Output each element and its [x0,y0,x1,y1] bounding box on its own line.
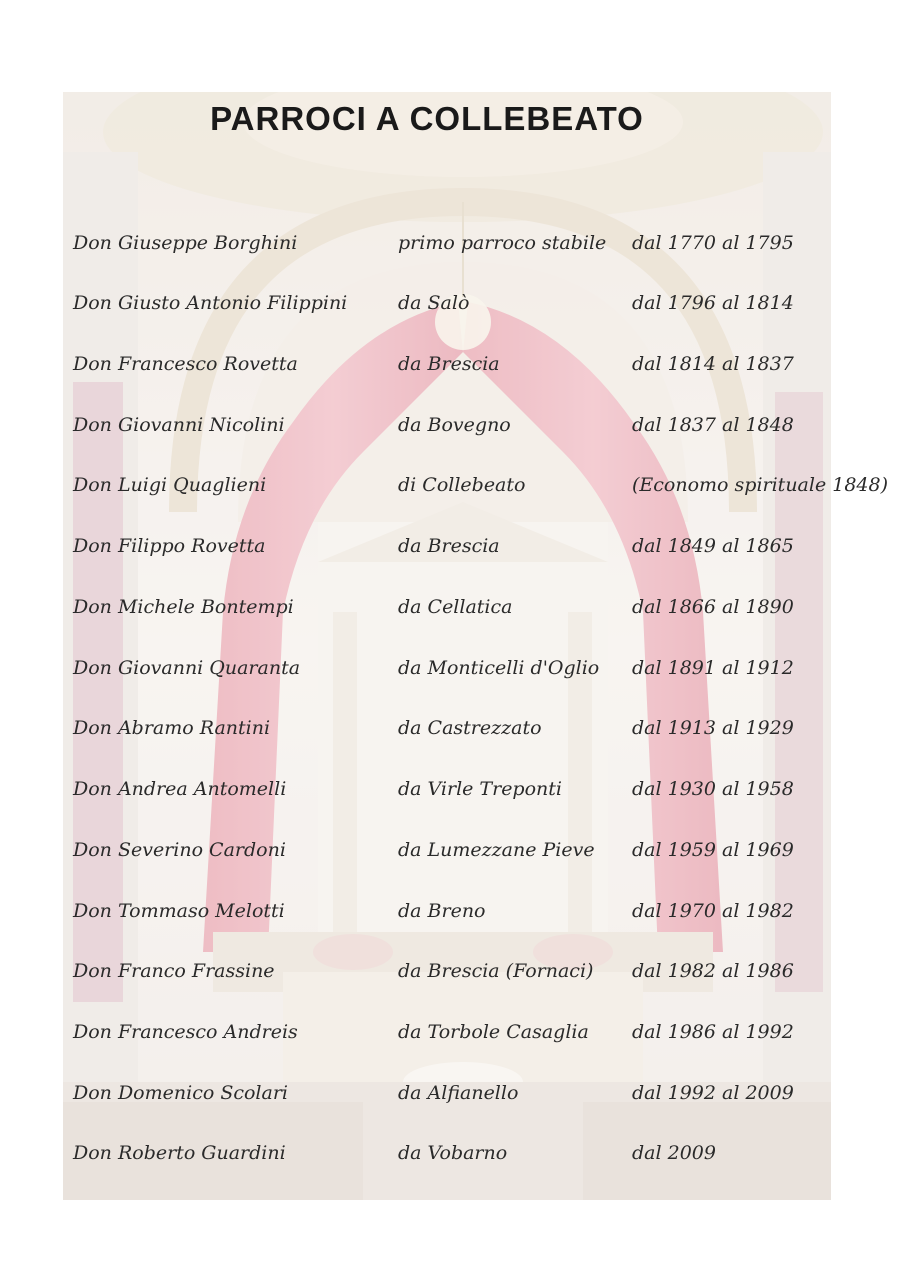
list-item [0,900,905,930]
priest-dates: dal 1866 al 1890 [632,596,794,618]
priest-name: Don Francesco Rovetta [73,353,298,375]
priest-dates: dal 1814 al 1837 [632,353,794,375]
priest-origin: da Monticelli d'Oglio [398,657,600,679]
priest-name: Don Giusto Antonio Filippini [73,292,348,314]
priest-origin: da Bovegno [398,414,511,436]
list-item [0,778,905,808]
priest-origin: da Brescia [398,353,500,375]
priest-origin: da Vobarno [398,1142,508,1164]
priest-dates: dal 1970 al 1982 [632,900,794,922]
priest-dates: dal 1959 al 1969 [632,839,794,861]
priest-name: Don Andrea Antomelli [73,778,287,800]
list-item [0,232,905,262]
priest-name: Don Luigi Quaglieni [73,474,267,496]
priest-dates: dal 1986 al 1992 [632,1021,794,1043]
priest-name: Don Franco Frassine [73,960,275,982]
priest-origin: primo parroco stabile [398,232,607,254]
priest-dates: dal 1770 al 1795 [632,232,794,254]
priest-origin: da Alfianello [398,1082,519,1104]
priest-origin: da Castrezzato [398,717,542,739]
list-item [0,474,905,504]
priest-name: Don Roberto Guardini [73,1142,286,1164]
priest-name: Don Giovanni Nicolini [73,414,285,436]
priest-dates: dal 1849 al 1865 [632,535,794,557]
priest-dates: dal 1891 al 1912 [632,657,794,679]
list-item [0,414,905,444]
page-title: PARROCI A COLLEBEATO [210,100,644,137]
list-item [0,717,905,747]
priest-origin: da Breno [398,900,486,922]
priest-name: Don Abramo Rantini [73,717,271,739]
list-item [0,1021,905,1051]
priest-name: Don Filippo Rovetta [73,535,266,557]
list-item [0,1082,905,1112]
list-item [0,292,905,322]
priest-origin: da Brescia [398,535,500,557]
priest-name: Don Giovanni Quaranta [73,657,301,679]
priest-dates: dal 1982 al 1986 [632,960,794,982]
priest-origin: da Lumezzane Pieve [398,839,595,861]
list-item [0,1142,905,1172]
priest-name: Don Severino Cardoni [73,839,286,861]
priest-dates: dal 1930 al 1958 [632,778,794,800]
priest-name: Don Michele Bontempi [73,596,294,618]
priest-origin: da Virle Treponti [398,778,562,800]
priest-dates: dal 1796 al 1814 [632,292,794,314]
list-item [0,657,905,687]
priest-name: Don Francesco Andreis [73,1021,298,1043]
priest-dates: dal 1837 al 1848 [632,414,794,436]
priest-dates: dal 1992 al 2009 [632,1082,794,1104]
priest-name: Don Domenico Scolari [73,1082,288,1104]
list-item [0,535,905,565]
priest-dates: dal 1913 al 1929 [632,717,794,739]
priest-origin: da Cellatica [398,596,513,618]
priest-name: Don Tommaso Melotti [73,900,285,922]
priest-origin: da Salò [398,292,470,314]
list-item [0,960,905,990]
list-item [0,353,905,383]
priest-dates: (Economo spirituale 1848) [632,474,889,496]
priest-origin: da Brescia (Fornaci) [398,960,594,982]
priest-dates: dal 2009 [632,1142,716,1164]
priest-origin: di Collebeato [398,474,526,496]
list-item [0,596,905,626]
priest-origin: da Torbole Casaglia [398,1021,589,1043]
list-item [0,839,905,869]
priest-name: Don Giuseppe Borghini [73,232,298,254]
